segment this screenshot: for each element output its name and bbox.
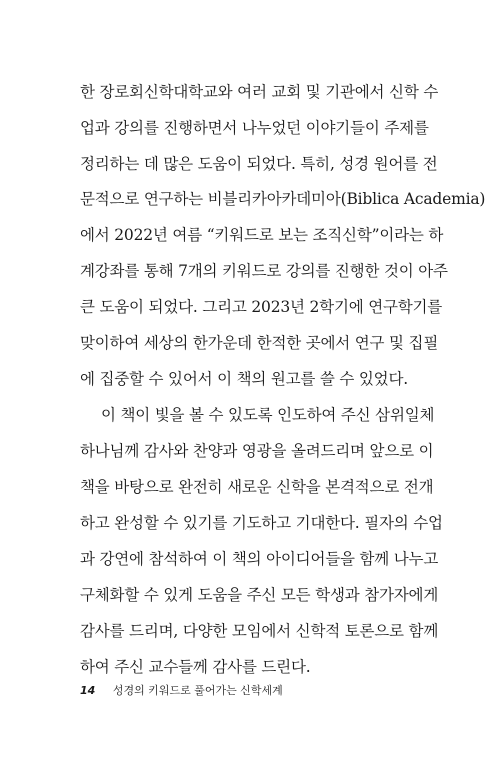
text-line: 맞이하여 세상의 한가운데 한적한 곳에서 연구 및 집필 xyxy=(80,334,439,352)
text-line: 업과 강의를 진행하면서 나누었던 이야기들이 주제를 xyxy=(80,119,429,137)
text-line: 에 집중할 수 있어서 이 책의 원고를 쓸 수 있었다. xyxy=(80,370,408,388)
text-line: 에서 2022년 여름 “키워드로 보는 조직신학”이라는 하 xyxy=(80,226,444,244)
text-line: 책을 바탕으로 완전히 새로운 신학을 본격적으로 전개 xyxy=(80,478,434,496)
text-line: 이 책이 빛을 볼 수 있도록 인도하여 주신 삼위일체 xyxy=(101,406,435,424)
text-line: 하여 주신 교수들께 감사를 드린다. xyxy=(80,658,311,676)
text-line: 계강좌를 통해 7개의 키워드로 강의를 진행한 것이 아주 xyxy=(80,262,448,280)
text-line: 하나님께 감사와 찬양과 영광을 올려드리며 앞으로 이 xyxy=(80,442,434,460)
running-title: 성경의 키워드로 풀어가는 신학세계 xyxy=(112,684,283,697)
text-line: 정리하는 데 많은 도움이 되었다. 특히, 성경 원어를 전 xyxy=(80,155,438,173)
text-line: 하고 완성할 수 있기를 기도하고 기대한다. 필자의 수업 xyxy=(80,514,443,532)
text-line: 감사를 드리며, 다양한 모임에서 신학적 토론으로 함께 xyxy=(80,622,439,640)
text-line: 문적으로 연구하는 비블리카아카데미아(Biblica Academia) xyxy=(80,190,486,208)
text-line: 구체화할 수 있게 도움을 주신 모든 학생과 참가자에게 xyxy=(80,586,439,604)
text-line: 큰 도움이 되었다. 그리고 2023년 2학기에 연구학기를 xyxy=(80,298,443,316)
text-line: 과 강연에 참석하여 이 책의 아이디어들을 함께 나누고 xyxy=(80,550,439,568)
page-footer xyxy=(80,684,283,698)
page-number: 14 xyxy=(80,684,96,697)
text-line: 한 장로회신학대학교와 여러 교회 및 기관에서 신학 수 xyxy=(80,83,439,101)
